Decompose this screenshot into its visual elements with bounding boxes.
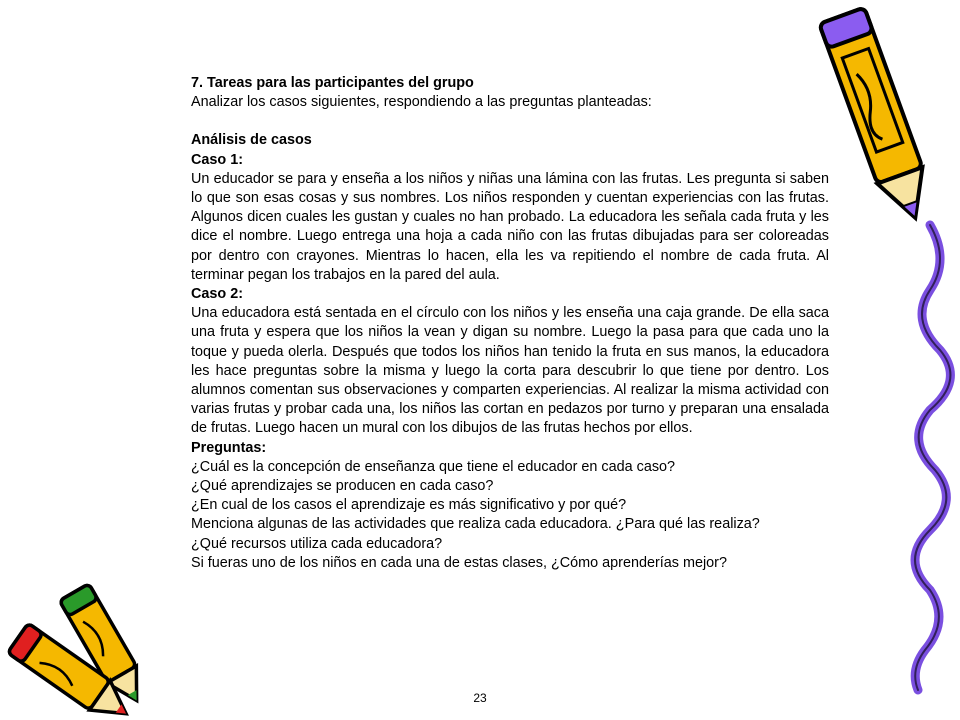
question-item: ¿Qué aprendizajes se producen en cada caso? [191, 478, 494, 495]
question-item: ¿Cuál es la concepción de enseñanza que tiene el educador en cada caso? [191, 458, 676, 475]
question-item: ¿Qué recursos utiliza cada educadora? [191, 535, 443, 552]
question-item: Si fueras uno de los niños en cada una de estas clases, ¿Cómo aprenderías mejor? [191, 554, 727, 571]
question-item: ¿En cual de los casos el aprendizaje es más significativo y por qué? [191, 497, 627, 514]
spacer [191, 112, 829, 131]
question-item: Menciona algunas de las actividades que realiza cada educadora. ¿Para qué las realiza? [191, 516, 760, 533]
document-body [191, 74, 829, 573]
questions-title: Preguntas: [191, 439, 267, 456]
case2-text: Una educadora está sentada en el círculo con los niños y les enseña una caja grande. De ella saca una fruta y espera que los niños la vean y digan su nombre. Luego la pasa para que cada uno la toque y pueda olerla. Después que todos los niños han tenido la fruta en sus manos, la educadora les hace preguntas sobre la misma y luego la corta para descubrir lo que tiene por dentro. Los alumnos comentan sus observaciones y comparten experiencias. Al realizar la misma actividad con varias frutas y probar cada una, los niños las cortan en pedazos por turno y preparan una ensalada de frutas. Luego hacen un mural con los dibujos de las frutas hechos por ellos. [191, 305, 829, 437]
section-heading: 7. Tareas para las participantes del grupo [191, 75, 474, 91]
analysis-title: Análisis de casos [191, 132, 312, 149]
case1-text: Un educador se para y enseña a los niños y niñas una lámina con las frutas. Les pregunta si saben lo que son esas cosas y sus nombres. Los niños responden y cuentan experiencias con las frutas. Algunos dicen cuales les gustan y cuales no han probado. La educadora les señala cada fruta y les dice el nombre. Luego entrega una hoja a cada niño con las frutas dibujadas para ser coloreadas por dentro con crayones. Mientras lo hacen, ella les va repitiendo el nombre de cada fruta. Al terminar pegan los trabajos en la pared del aula. [191, 170, 829, 283]
page-number: 23 [473, 691, 487, 705]
section-intro: Analizar los casos siguientes, respondiendo a las preguntas planteadas: [191, 94, 652, 111]
case1-label: Caso 1: [191, 151, 243, 168]
case2-label: Caso 2: [191, 286, 243, 303]
